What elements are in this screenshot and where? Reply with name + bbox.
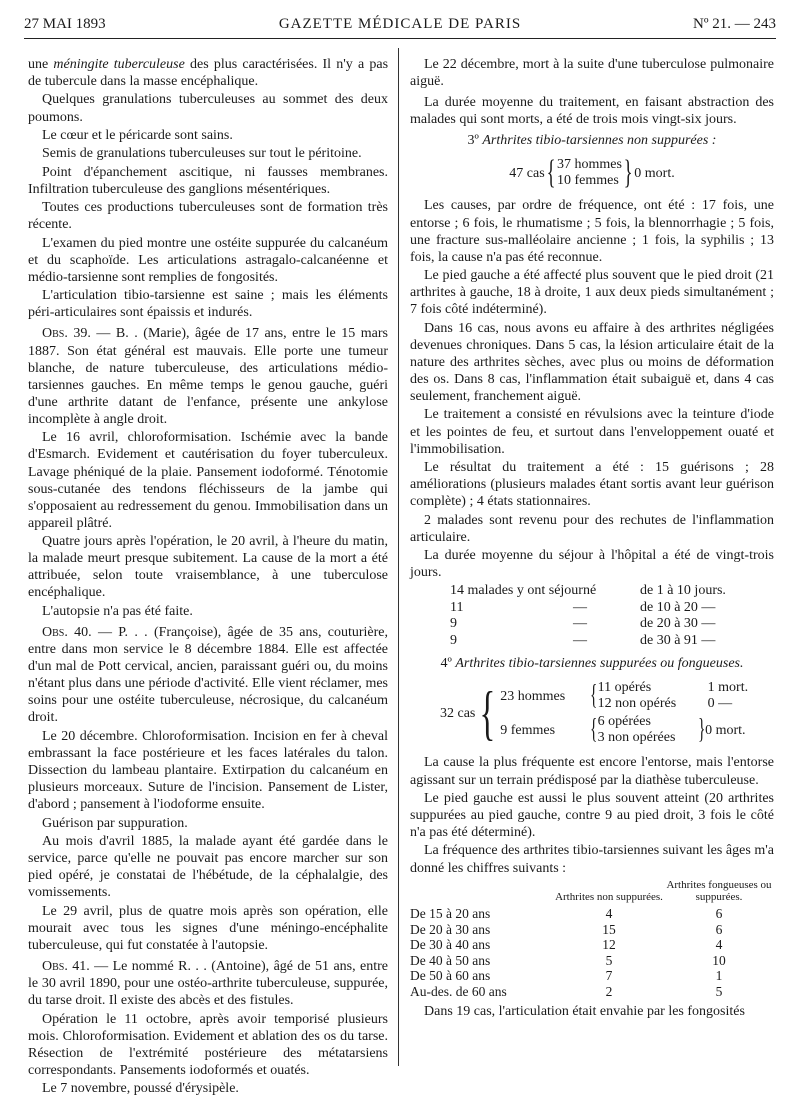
paragraph: Le 16 avril, chloroformisation. Ischémie avec la bande d'Esmarch. Evidement et cautérisation du foyer tuberculeux. Lavage phéniqué de la plaie. Pansement iodoformé. Ténotomie sous-cutanée des tendons fléchisseurs de la jambe qui s'opposaient au redressement du genou. Immobilisation dans un appareil plâtré.	[28, 430, 388, 531]
stay-duration-table	[450, 583, 750, 649]
column-divider	[398, 48, 399, 1066]
paragraph: Le pied gauche a été affecté plus souvent que le pied droit (21 arthrites à gauche, 18 à droite, 1 aux deux pieds simultanément ; 7 fois côté indéterminé).	[410, 268, 774, 318]
section-heading-4: 4º Arthrites tibio-tarsiennes suppurées ou fongueuses.	[440, 656, 744, 672]
paragraph: Le résultat du traitement a été : 15 guérisons ; 28 améliorations (plusieurs malades étant sortis avant leur guérison complète) ; 4 états stationnaires.	[410, 460, 774, 510]
running-header	[24, 12, 776, 39]
paragraph: Dans 19 cas, l'articulation était envahie par les fongosités	[424, 1003, 745, 1019]
paragraph: Dans 16 cas, nous avons eu affaire à des arthrites négligées devenues chroniques. Dans 5 cas, la lésion articulaire était de la nature des arthrites sèches, avec plus ou moins de déformation des os. Dans 8 cas, l'inflammation était subaiguë et, dans 4 cas seulement, franchement aiguë.	[410, 320, 774, 405]
paragraph: Le 22 décembre, mort à la suite d'une tuberculose pulmonaire aiguë.	[410, 57, 774, 90]
paragraph: une méningite tuberculeuse des plus caractérisées. Il n'y a pas de tubercule dans la masse encéphalique.	[28, 57, 389, 90]
brace-icon: {	[590, 680, 598, 712]
table-row: 9 — de 30 à 91 —	[450, 632, 716, 648]
page-number: Nº 21. — 243	[693, 16, 776, 32]
table-row: De 50 à 60 ans 7 1	[410, 968, 723, 984]
paragraph: Les causes, par ordre de fréquence, ont été : 17 fois, une entorse ; 6 fois, le rhumatisme ; 5 fois, la blennorrhagie ; 5 fois, une fracture sus-malléolaire ancienne ; 1 fois, la syphilis ; 13 fois, la cause n'a pas été reconnue.	[410, 198, 774, 265]
paragraph: Toutes ces productions tuberculeuses sont de formation très récente.	[28, 200, 388, 233]
age-frequency-table	[410, 878, 774, 1000]
paragraph: Semis de granulations tuberculeuses sur tout le péritoine.	[42, 146, 362, 162]
right-column	[410, 56, 774, 1051]
left-column	[28, 56, 389, 1097]
paragraph: La cause la plus fréquente est encore l'entorse, mais l'entorse agissant sur un terrain prédisposé par la diathèse tuberculeuse.	[410, 755, 774, 788]
paragraph: Le 29 avril, plus de quatre mois après son opération, elle mourait avec tous les signes d'une méningo-encéphalite tuberculeuse, qui fut constatée à l'autopsie.	[28, 903, 388, 953]
section-heading-3: 3º Arthrites tibio-tarsiennes non suppurées :	[467, 133, 717, 149]
paragraph: Guérison par suppuration.	[42, 815, 188, 831]
brace-icon: }	[697, 714, 706, 746]
paragraph: La durée moyenne du séjour à l'hôpital a été de vingt-trois jours.	[410, 548, 774, 581]
table-row: 9 — de 20 à 30 —	[450, 616, 716, 632]
observation-40: Obs. 40. — P. . . (Françoise), âgée de 35 ans, couturière, entre dans mon service le 8 décembre 1884. Elle est affectée d'un mal de Pott cervical, ancien, paraissant guéri ou, du moins n'étant plus dans une période d'activité. Elle vient réclamer, mes soins pour une ostéite tuberculeuse, nécrosique, du calcanéum droit.	[28, 624, 389, 726]
paragraph: L'autopsie n'a pas été faite.	[42, 603, 193, 619]
paragraph: Le pied gauche est aussi le plus souvent atteint (20 arthrites suppurées au pied gauche, contre 9 au pied droit, 3 fois le côté n'a pas été déterminé).	[410, 790, 774, 841]
paragraph: Quelques granulations tuberculeuses au sommet des deux poumons.	[28, 92, 388, 125]
paragraph: Opération le 11 octobre, après avoir temporisé plusieurs mois. Chloroformisation. Evidement et ablation des os du tarse. Résection de l'extrémité postérieure des métatarsiens correspondants. Pansements iodoformés et ouatés.	[28, 1011, 388, 1078]
paragraph: Le traitement a consisté en révulsions avec la teinture d'iode et les pointes de feu, et surtout dans l'enveloppement ouaté et l'immobilisation.	[410, 407, 774, 457]
brace-icon: {	[546, 154, 556, 192]
table-row: De 40 à 50 ans 5 10	[410, 952, 726, 968]
table-row: Au-des. de 60 ans 2 5	[410, 983, 723, 999]
paragraph: L'articulation tibio-tarsienne est saine ; mais les éléments péri-articulaires sont épaissis et indurés.	[28, 288, 388, 321]
paragraph: La durée moyenne du traitement, en faisant abstraction des malades qui sont morts, a été de trois mois vingt-six jours.	[410, 95, 774, 128]
observation-41: Obs. 41. — Le nommé R. . . (Antoine), âgé de 51 ans, entre le 30 avril 1890, pour une ostéo-arthrite tuberculeuse, suppurée, du tarse droit. Il existe des abcès et des fistules.	[28, 958, 389, 1009]
cases-summary-nonsuppurees: 47 cas { 37 hommes 10 femmes } 0 mort.	[509, 154, 675, 192]
paragraph: Quatre jours après l'opération, le 20 avril, à l'heure du matin, la malade meurt presque subitement. La cause de la mort a été attribuée, selon toute vraisemblance, à une tuberculose encéphalique.	[28, 534, 388, 601]
brace-icon: {	[590, 714, 598, 746]
table-row: De 30 à 40 ans 12 4	[410, 937, 723, 953]
observation-39: Obs. 39. — B. . (Marie), âgée de 17 ans, entre le 15 mars 1887. Son état général est mauvais. Elle porte une tumeur blanche, de nature tuberculeuse, des articulations médio-tarsiennes gauches. En même temps le genou gauche, guéri d'une arthrite datant de l'enfance, présente une ankylose incomplète à angle droit.	[28, 326, 389, 427]
table-row: De 20 à 30 ans 15 6	[410, 921, 723, 937]
cases-summary-suppurees: 32 cas { 23 hommes { 11 opérés 12 non opérés 1 mort. 0 — 9 femmes { 6 opérées 3 non opérées } 0 mort.	[440, 680, 749, 747]
brace-icon: {	[479, 680, 496, 747]
paragraph: Le cœur et le péricarde sont sains.	[42, 127, 233, 143]
table-row: 11 — de 10 à 20 —	[450, 599, 716, 615]
table-row: De 15 à 20 ans 4 6	[410, 905, 723, 921]
paragraph: Au mois d'avril 1885, la malade ayant été gardée dans le service, parce qu'elle ne pouvait pas encore marcher sur son pied opéré, je constatai de l'hébétude, de la céphalalgie, des vomissements.	[28, 833, 388, 901]
paragraph: Point d'épanchement ascitique, ni fausses membranes. Infiltration tuberculeuse des ganglions mésentériques.	[28, 164, 388, 197]
paragraph: Le 20 décembre. Chloroformisation. Incision en fer à cheval embrassant la face postérieure et les faces latérales du talon. Dissection du lambeau plantaire. Extirpation du calcanéum en plusieurs morceaux. Suture de l'incision. Pansement de Lister, d'abord ; pansement à l'iodoforme ensuite.	[28, 728, 388, 813]
journal-title: GAZETTE MÉDICALE DE PARIS	[278, 16, 522, 32]
issue-date: 27 MAI 1893	[24, 16, 106, 32]
paragraph: Le 7 novembre, poussé d'érysipèle.	[42, 1081, 239, 1097]
paragraph: 2 malades sont revenu pour des rechutes de l'inflammation articulaire.	[410, 512, 774, 545]
brace-icon: }	[623, 154, 633, 192]
table-header-row: Arthrites non suppurées. Arthrites fongueuses ou suppurées.	[555, 878, 772, 903]
paragraph: L'examen du pied montre une ostéite suppurée du calcanéum et du scaphoïde. Les articulations astragalo-calcanéenne et médio-tarsienne sont remplies de fongosités.	[28, 235, 388, 285]
table-row: 14 malades y ont séjourné de 1 à 10 jours.	[450, 583, 726, 599]
paragraph: La fréquence des arthrites tibio-tarsiennes suivant les âges m'a donné les chiffres suivants :	[410, 843, 774, 876]
